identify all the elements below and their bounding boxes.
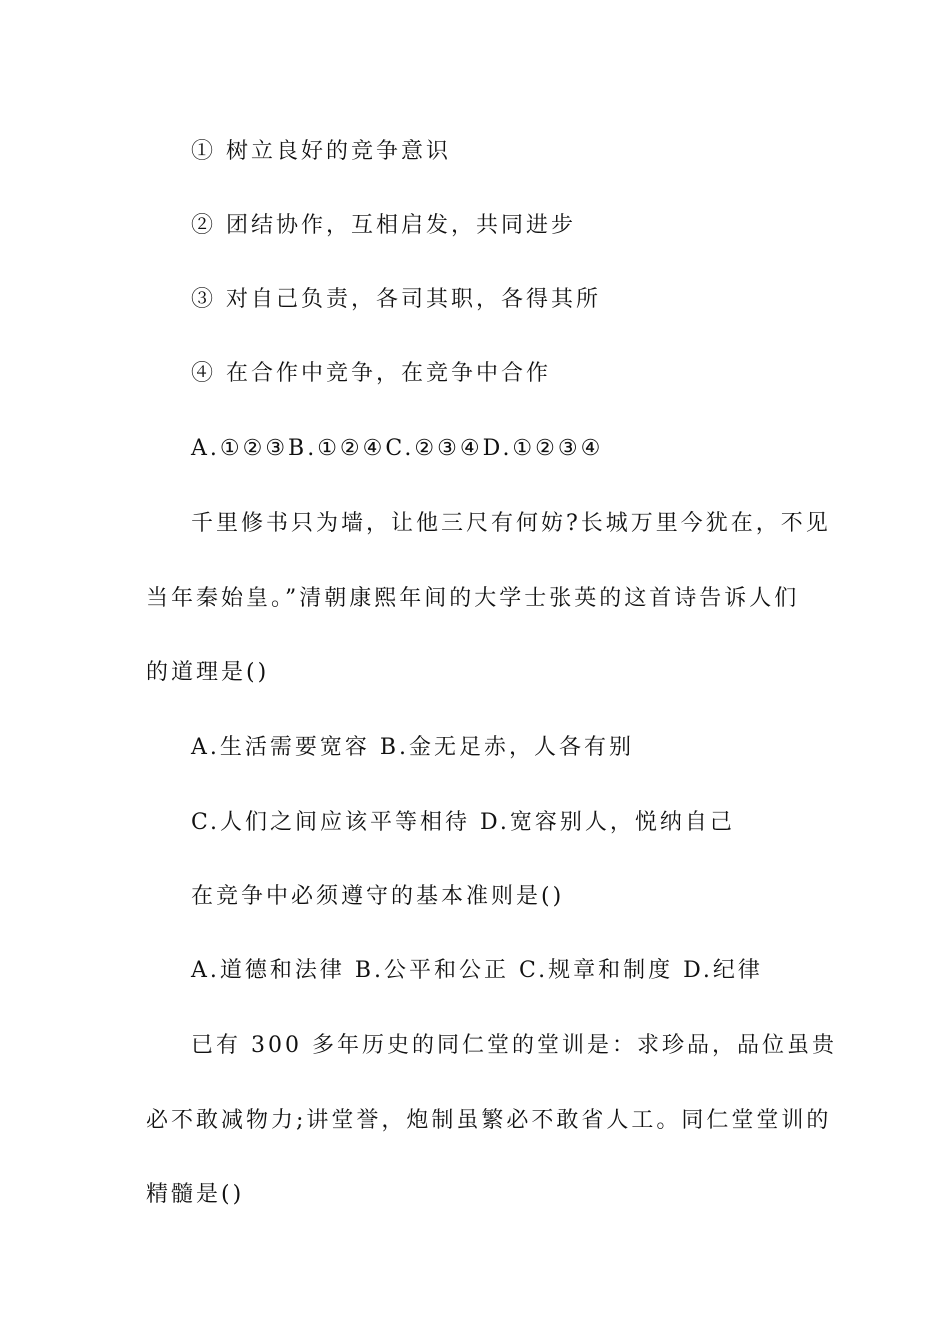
answer-choices-2a: A.生活需要宽容 B.金无足赤，人各有别 [191,735,635,760]
question-3-text: 在竞争中必须遵守的基本准则是() [191,884,565,909]
answer-choices-2b: C.人们之间应该平等相待 D.宽容别人，悦纳自己 [191,810,735,835]
answer-choices-1: A.①②③B.①②④C.②③④D.①②③④ [191,436,604,461]
question-2-line-1: 千里修书只为墙，让他三尺有何妨?长城万里今犹在，不见 [191,511,831,536]
question-2-line-3: 的道理是() [146,660,270,685]
option-4-text: ④ 在合作中竞争，在竞争中合作 [191,361,551,386]
question-4-line-3: 精髓是() [146,1182,245,1207]
answer-choices-3: A.道德和法律 B.公平和公正 C.规章和制度 D.纪律 [191,958,763,983]
question-4-line-1: 已有 300 多年历史的同仁堂的堂训是：求珍品，品位虽贵 [191,1033,837,1058]
option-3-text: ③ 对自己负责，各司其职，各得其所 [191,287,601,312]
option-2-text: ② 团结协作，互相启发，共同进步 [191,213,576,238]
question-4-line-2: 必不敢减物力;讲堂誉，炮制虽繁必不敢省人工。同仁堂堂训的 [146,1108,832,1133]
option-1-text: ① 树立良好的竞争意识 [191,139,451,164]
question-2-line-2: 当年秦始皇。”清朝康熙年间的大学士张英的这首诗告诉人们 [146,586,800,611]
